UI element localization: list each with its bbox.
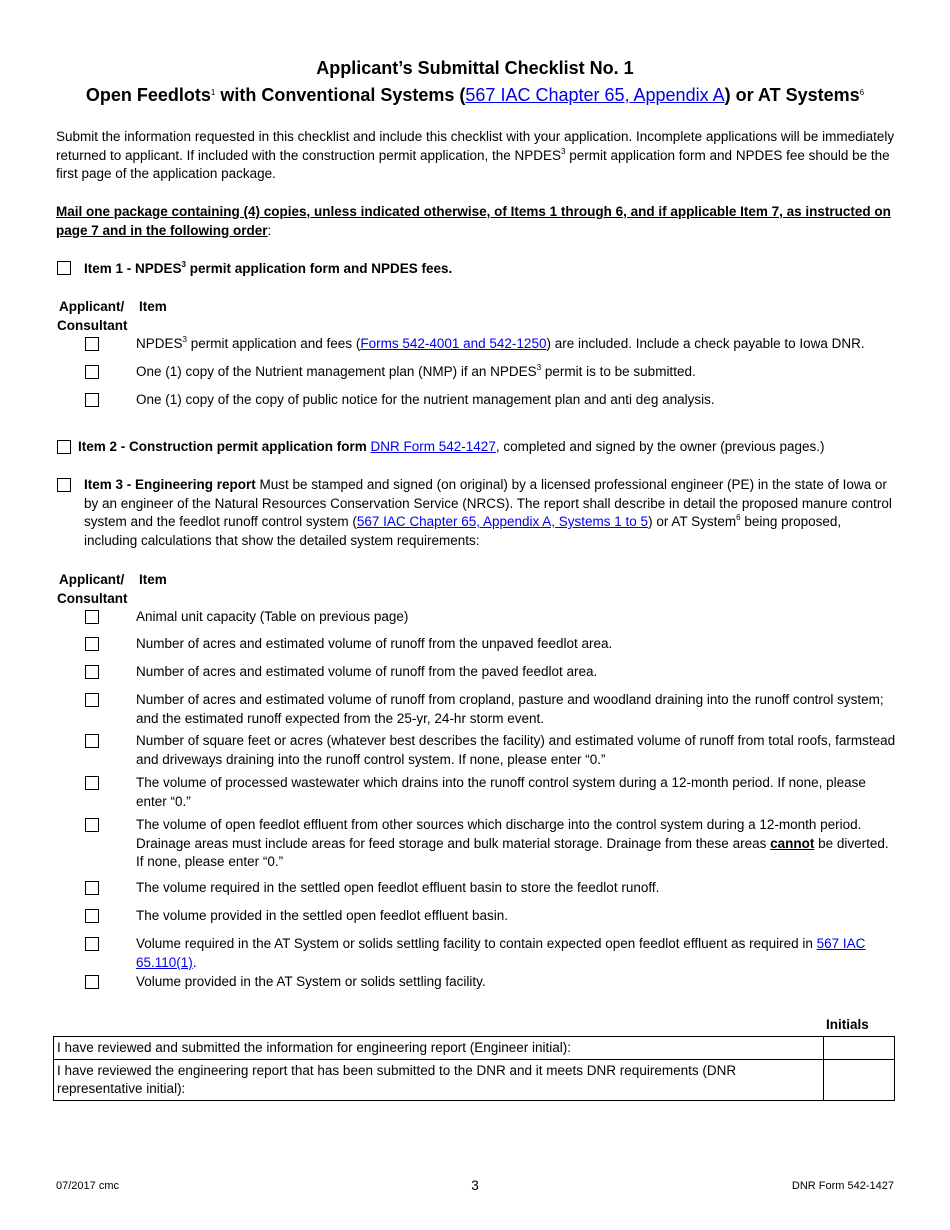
item3-row5-checkbox[interactable]	[85, 734, 99, 748]
row-text: permit application and fees (	[186, 336, 361, 351]
item-header: Item	[139, 572, 167, 587]
item3-row10-text	[136, 935, 896, 972]
item1-row3-checkbox[interactable]	[85, 393, 99, 407]
applicant-header: Applicant/	[59, 299, 125, 314]
page-subtitle	[0, 85, 950, 106]
engineer-statement: I have reviewed and submitted the information for engineering report (Engineer initial):	[54, 1037, 824, 1060]
item3-row1-checkbox[interactable]	[85, 610, 99, 624]
item3-row7-text	[136, 816, 896, 872]
footnote-ref: 3	[536, 363, 542, 372]
iac-65-110-link[interactable]: 567 IAC 65.110(1)	[136, 936, 866, 970]
item2-label: Item 2 - Construction permit application form	[78, 439, 371, 454]
item1-label: permit application form and NPDES fees.	[185, 261, 453, 276]
initials-header: Initials	[826, 1017, 869, 1032]
footnote-ref: 3	[182, 335, 187, 344]
row-text: permit is to be submitted.	[541, 364, 696, 379]
initials-table	[53, 1036, 895, 1101]
row-text: ) are included. Include a check payable to Iowa DNR.	[546, 336, 865, 351]
item1-row2-checkbox[interactable]	[85, 365, 99, 379]
item3-row11-checkbox[interactable]	[85, 975, 99, 989]
engineer-initials-field[interactable]	[824, 1037, 895, 1060]
systems-link[interactable]: 567 IAC Chapter 65, Appendix A, Systems 1 to 5	[356, 514, 649, 529]
item3-row11-text: Volume provided in the AT System or solids settling facility.	[136, 974, 486, 989]
page-number: 3	[471, 1178, 479, 1193]
footnote-ref: 6	[736, 513, 741, 522]
subtitle-part: with Conventional Systems (	[215, 85, 466, 105]
item1-row1-checkbox[interactable]	[85, 337, 99, 351]
iac-appendix-link[interactable]: 567 IAC Chapter 65, Appendix A	[465, 85, 725, 105]
item3-row8-checkbox[interactable]	[85, 881, 99, 895]
item3-body: Must be stamped and signed (on original) by a licensed professional engineer (PE) in the state of Iowa or by an engineer of the Natural Resources Conservation Service (NRCS). The report shall describe in detail the proposed manure control system and the feedlot runoff control system (	[84, 477, 892, 529]
item1-heading	[84, 260, 452, 279]
item3-label: Item 3 - Engineering report	[84, 477, 256, 492]
consultant-header: Consultant	[57, 318, 128, 333]
dnr-statement: I have reviewed the engineering report that has been submitted to the DNR and it meets DNR requirements (DNR representative initial):	[54, 1060, 824, 1101]
row-text: be diverted. If none, please enter “0.”	[136, 835, 889, 869]
item1-row3-text: One (1) copy of the copy of public notice for the nutrient management plan and anti deg analysis.	[136, 392, 715, 407]
item3-row8-text: The volume required in the settled open feedlot effluent basin to store the feedlot runoff.	[136, 880, 660, 895]
item2-rest: , completed and signed by the owner (previous pages.)	[495, 439, 825, 454]
intro-paragraph	[56, 128, 896, 184]
item3-row6-checkbox[interactable]	[85, 776, 99, 790]
subtitle-part: Open Feedlots	[85, 85, 211, 105]
subtitle-part: ) or AT Systems	[724, 85, 860, 105]
footer-date: 07/2017 cmc	[56, 1180, 119, 1192]
item3-row1-text: Animal unit capacity (Table on previous page)	[136, 609, 409, 624]
item3-row6-text: The volume of processed wastewater which drains into the runoff control system during a 12-month period. If none, please enter “0.”	[136, 775, 866, 809]
item1-label: Item 1 - NPDES	[84, 261, 182, 276]
row-text-emphasis: cannot	[770, 835, 815, 851]
row-text: NPDES	[136, 336, 183, 351]
table-row	[54, 1037, 895, 1060]
item3-row9-text: The volume provided in the settled open feedlot effluent basin.	[136, 908, 509, 923]
item3-row2-checkbox[interactable]	[85, 637, 99, 651]
page-title: Applicant’s Submittal Checklist No. 1	[316, 58, 634, 78]
footnote-ref: 6	[859, 88, 865, 97]
item3-text	[84, 476, 894, 550]
item3-row3-checkbox[interactable]	[85, 665, 99, 679]
dnr-form-link[interactable]: DNR Form 542-1427	[370, 439, 496, 454]
table-row	[54, 1060, 895, 1101]
item3-row5-text: Number of square feet or acres (whatever best describes the facility) and estimated volume of runoff from total roofs, farmstead and driveways draining into the runoff control system. If none, please enter “0.”	[136, 733, 896, 767]
intro-text: permit application form and NPDES fee should be the first page of the application package.	[56, 147, 890, 181]
item3-row9-checkbox[interactable]	[85, 909, 99, 923]
item3-row2-text: Number of acres and estimated volume of runoff from the unpaved feedlot area.	[136, 636, 613, 651]
row-text: One (1) copy of the Nutrient management plan (NMP) if an NPDES	[136, 364, 537, 379]
footnote-ref: 3	[561, 146, 566, 156]
row-text: Volume required in the AT System or solids settling facility to contain expected open feedlot effluent as required in	[136, 936, 817, 951]
footer-form-number: DNR Form 542-1427	[791, 1180, 894, 1192]
item1-checkbox[interactable]	[57, 261, 71, 275]
item3-body: ) or AT System	[648, 514, 737, 529]
consultant-header: Consultant	[57, 591, 128, 606]
item3-checkbox[interactable]	[57, 478, 71, 492]
dnr-initials-field[interactable]	[824, 1060, 895, 1101]
intro-text: Submit the information requested in this checklist and include this checklist with your application. Incomplete applications will be immediately returned to applicant. If included with the construction permit application, the NPDES	[56, 129, 895, 163]
item2-text	[78, 438, 898, 457]
item1-row1-text	[136, 335, 896, 354]
forms-link[interactable]: Forms 542-4001 and 542-1250	[360, 336, 547, 351]
item3-row3-text: Number of acres and estimated volume of runoff from the paved feedlot area.	[136, 664, 598, 679]
item3-row7-checkbox[interactable]	[85, 818, 99, 832]
item3-row10-checkbox[interactable]	[85, 937, 99, 951]
item1-row2-text	[136, 363, 896, 382]
footnote-ref: 3	[181, 260, 186, 269]
item3-row4-text: Number of acres and estimated volume of runoff from cropland, pasture and woodland draining into the runoff control system; and the estimated runoff expected from the 25-yr, 24-hr storm event.	[136, 692, 884, 726]
footnote-ref: 1	[210, 88, 216, 97]
item3-row4-checkbox[interactable]	[85, 693, 99, 707]
row-text: .	[192, 954, 197, 970]
row-text: The volume of open feedlot effluent from other sources which discharge into the control system during a 12-month period. Drainage areas must include areas for feed storage and bulk material storage. Drainage from these areas	[136, 817, 862, 851]
mail-instruction	[56, 203, 896, 240]
item2-checkbox[interactable]	[57, 440, 71, 454]
item3-body: being proposed, including calculations that show the detailed system requirements:	[84, 514, 842, 548]
item-header: Item	[139, 299, 167, 314]
mail-instruction-bold: Mail one package containing (4) copies, unless indicated otherwise, of Items 1 through 6, and if applicable Item 7, as instructed on page 7 and in the following order	[56, 204, 891, 238]
applicant-header: Applicant/	[59, 572, 125, 587]
mail-instruction-colon: :	[267, 222, 272, 238]
